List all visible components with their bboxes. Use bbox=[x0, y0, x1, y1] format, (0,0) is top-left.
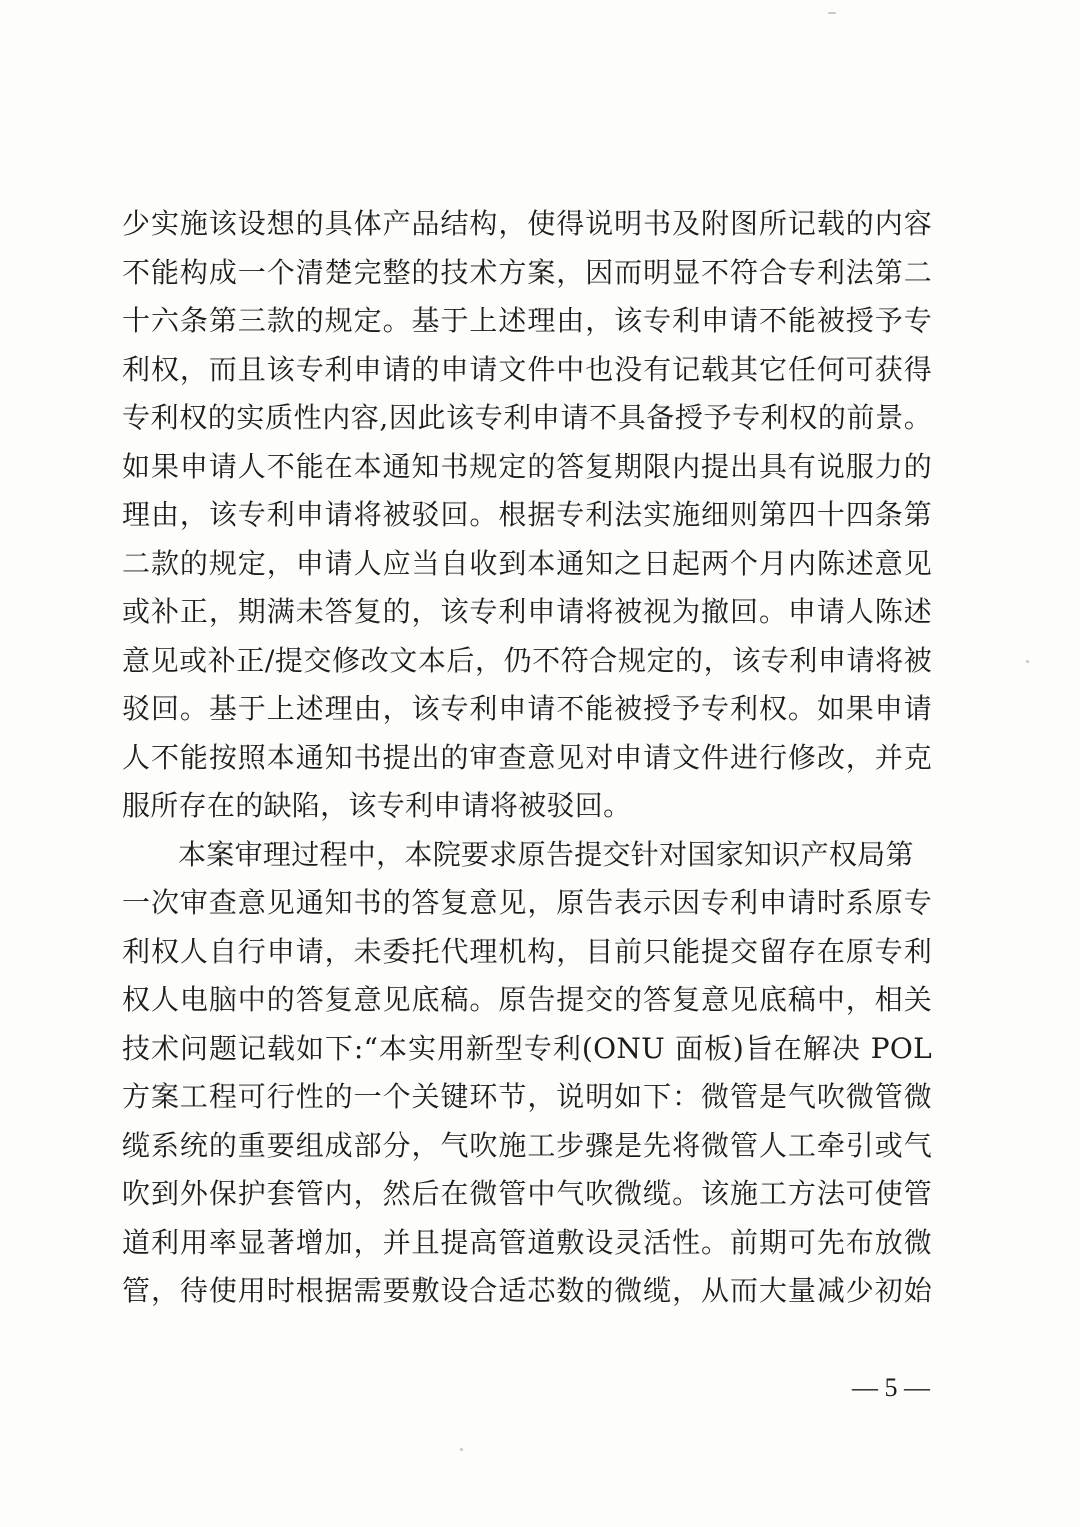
text-line: 权人电脑中的答复意见底稿。原告提交的答复意见底稿中，相关 bbox=[122, 983, 932, 1016]
scan-speck bbox=[1026, 660, 1029, 663]
scan-speck bbox=[460, 1448, 463, 1451]
scan-speck bbox=[828, 12, 836, 14]
text-line: 少实施该设想的具体产品结构，使得说明书及附图所记载的内容 bbox=[122, 207, 932, 240]
text-line: 服所存在的缺陷，该专利申请将被驳回。 bbox=[122, 789, 632, 822]
text-line: 方案工程可行性的一个关键环节，说明如下：微管是气吹微管微 bbox=[122, 1080, 932, 1113]
text-line: 二款的规定，申请人应当自收到本通知之日起两个月内陈述意见 bbox=[122, 546, 932, 580]
paragraph-first-line: 本案审理过程中，本院要求原告提交针对国家知识产权局第 bbox=[178, 837, 914, 871]
text-line: 十六条第三款的规定。基于上述理由，该专利申请不能被授予专 bbox=[122, 304, 932, 337]
text-line: 管，待使用时根据需要敷设合适芯数的微缆，从而大量减少初始 bbox=[122, 1274, 932, 1307]
text-line: 缆系统的重要组成部分，气吹施工步骤是先将微管人工牵引或气 bbox=[122, 1128, 932, 1162]
text-line: 意见或补正/提交修改文本后，仍不符合规定的，该专利申请将被 bbox=[122, 643, 932, 677]
text-line: 利权人自行申请，未委托代理机构，目前只能提交留存在原专利 bbox=[122, 934, 932, 968]
text-line: 如果申请人不能在本通知书规定的答复期限内提出具有说服力的 bbox=[122, 449, 932, 483]
text-line: 不能构成一个清楚完整的技术方案，因而明显不符合专利法第二 bbox=[122, 255, 932, 289]
body-text bbox=[122, 200, 932, 1316]
text-line: 技术问题记载如下:“本实用新型专利(ONU 面板)旨在解决 POL bbox=[122, 1031, 932, 1065]
text-line: 利权，而且该专利申请的申请文件中也没有记载其它任何可获得 bbox=[122, 352, 932, 386]
text-line: 理由，该专利申请将被驳回。根据专利法实施细则第四十四条第 bbox=[122, 498, 932, 531]
text-line: 道利用率显著增加，并且提高管道敷设灵活性。前期可先布放微 bbox=[122, 1225, 932, 1259]
page-number: — 5 — bbox=[852, 1373, 930, 1402]
text-line: 或补正，期满未答复的，该专利申请将被视为撤回。申请人陈述 bbox=[122, 595, 932, 628]
text-line: 驳回。基于上述理由，该专利申请不能被授予专利权。如果申请 bbox=[122, 692, 932, 725]
text-line: 专利权的实质性内容,因此该专利申请不具备授予专利权的前景。 bbox=[122, 401, 932, 434]
text-line: 一次审查意见通知书的答复意见，原告表示因专利申请时系原专 bbox=[122, 886, 932, 919]
text-line: 人不能按照本通知书提出的审查意见对申请文件进行修改，并克 bbox=[122, 740, 932, 774]
text-line: 吹到外保护套管内，然后在微管中气吹微缆。该施工方法可使管 bbox=[122, 1177, 932, 1210]
